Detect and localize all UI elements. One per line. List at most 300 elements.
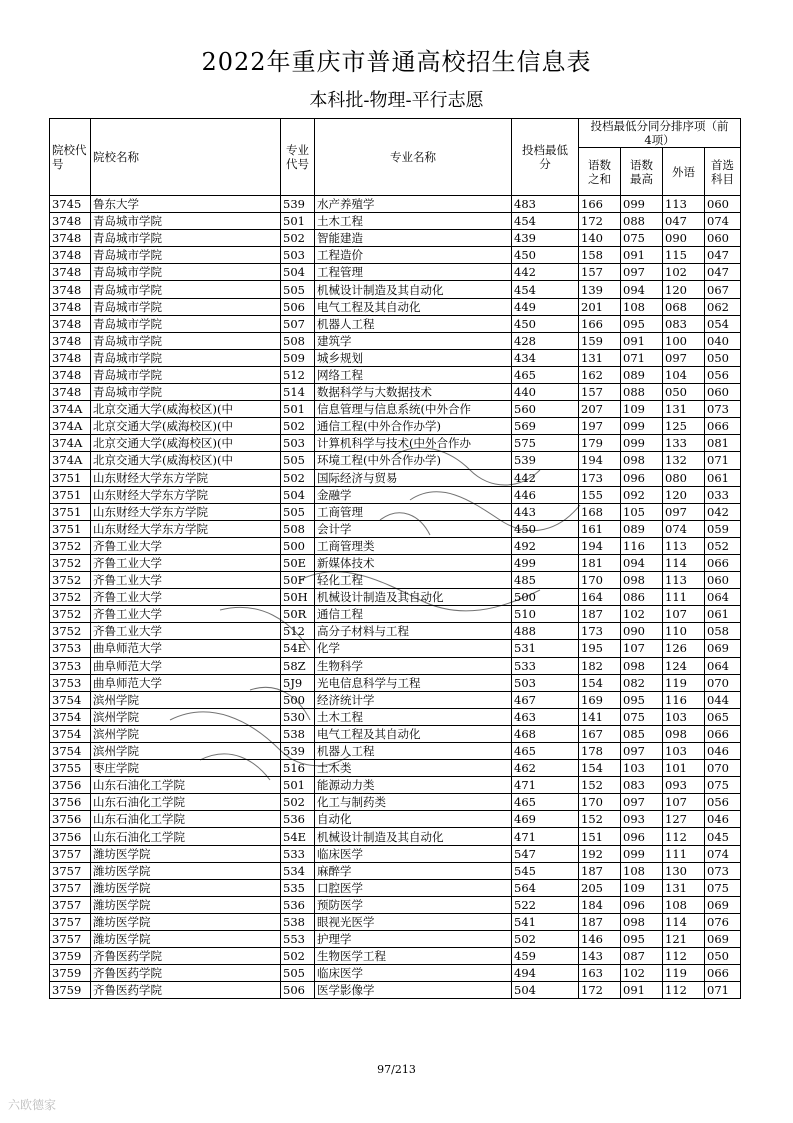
cell-chn-math-sum: 166 bbox=[579, 196, 621, 213]
cell-major-name: 通信工程 bbox=[315, 606, 512, 623]
table-row bbox=[50, 486, 741, 503]
cell-major-name: 计算机科学与技术(中外合作办 bbox=[315, 435, 512, 452]
cell-school-name: 北京交通大学(威海校区)(中 bbox=[91, 435, 281, 452]
cell-major-code: 509 bbox=[281, 349, 315, 366]
cell-school-code: 3748 bbox=[50, 366, 91, 383]
cell-chn-math-sum: 155 bbox=[579, 486, 621, 503]
cell-major-code: 505 bbox=[281, 503, 315, 520]
cell-chn-math-sum: 158 bbox=[579, 247, 621, 264]
cell-major-code: 50H bbox=[281, 589, 315, 606]
table-row bbox=[50, 879, 741, 896]
cell-major-name: 机械设计制造及其自动化 bbox=[315, 828, 512, 845]
cell-school-code: 3748 bbox=[50, 298, 91, 315]
cell-chn-math-max: 099 bbox=[621, 418, 663, 435]
table-row bbox=[50, 264, 741, 281]
cell-major-name: 临床医学 bbox=[315, 845, 512, 862]
cell-major-name: 金融学 bbox=[315, 486, 512, 503]
cell-min-score: 483 bbox=[512, 196, 579, 213]
cell-foreign-lang: 111 bbox=[663, 845, 705, 862]
cell-major-code: 503 bbox=[281, 435, 315, 452]
cell-min-score: 488 bbox=[512, 623, 579, 640]
cell-chn-math-sum: 162 bbox=[579, 366, 621, 383]
cell-school-name: 齐鲁工业大学 bbox=[91, 589, 281, 606]
header-tie-group: 投档最低分同分排序项（前4项） bbox=[579, 119, 741, 148]
cell-foreign-lang: 098 bbox=[663, 725, 705, 742]
cell-min-score: 469 bbox=[512, 811, 579, 828]
cell-school-code: 3753 bbox=[50, 657, 91, 674]
cell-first-subject: 064 bbox=[705, 589, 741, 606]
cell-major-code: 508 bbox=[281, 520, 315, 537]
cell-chn-math-sum: 194 bbox=[579, 537, 621, 554]
cell-chn-math-max: 075 bbox=[621, 230, 663, 247]
cell-foreign-lang: 112 bbox=[663, 948, 705, 965]
cell-chn-math-sum: 178 bbox=[579, 743, 621, 760]
cell-school-code: 3757 bbox=[50, 879, 91, 896]
table-row bbox=[50, 469, 741, 486]
cell-min-score: 539 bbox=[512, 452, 579, 469]
cell-first-subject: 046 bbox=[705, 811, 741, 828]
cell-major-name: 工商管理 bbox=[315, 503, 512, 520]
cell-major-code: 502 bbox=[281, 794, 315, 811]
cell-school-name: 青岛城市学院 bbox=[91, 298, 281, 315]
cell-school-code: 3756 bbox=[50, 828, 91, 845]
cell-school-code: 3756 bbox=[50, 777, 91, 794]
cell-first-subject: 060 bbox=[705, 230, 741, 247]
cell-school-code: 3748 bbox=[50, 213, 91, 230]
table-row bbox=[50, 349, 741, 366]
cell-school-code: 3748 bbox=[50, 332, 91, 349]
table-row bbox=[50, 965, 741, 982]
cell-school-code: 3757 bbox=[50, 845, 91, 862]
cell-major-code: 502 bbox=[281, 230, 315, 247]
cell-first-subject: 040 bbox=[705, 332, 741, 349]
cell-major-code: 501 bbox=[281, 401, 315, 418]
cell-school-code: 3748 bbox=[50, 247, 91, 264]
cell-school-code: 3751 bbox=[50, 503, 91, 520]
cell-min-score: 454 bbox=[512, 213, 579, 230]
cell-school-name: 潍坊医学院 bbox=[91, 896, 281, 913]
cell-major-code: 50R bbox=[281, 606, 315, 623]
cell-first-subject: 070 bbox=[705, 674, 741, 691]
table-row bbox=[50, 384, 741, 401]
table-row bbox=[50, 298, 741, 315]
cell-chn-math-sum: 187 bbox=[579, 913, 621, 930]
cell-foreign-lang: 125 bbox=[663, 418, 705, 435]
cell-min-score: 439 bbox=[512, 230, 579, 247]
cell-major-code: 502 bbox=[281, 948, 315, 965]
cell-chn-math-max: 083 bbox=[621, 777, 663, 794]
cell-chn-math-sum: 139 bbox=[579, 281, 621, 298]
cell-major-code: 50E bbox=[281, 554, 315, 571]
cell-chn-math-max: 102 bbox=[621, 965, 663, 982]
cell-chn-math-sum: 197 bbox=[579, 418, 621, 435]
cell-school-name: 山东财经大学东方学院 bbox=[91, 520, 281, 537]
cell-chn-math-sum: 169 bbox=[579, 691, 621, 708]
cell-major-name: 网络工程 bbox=[315, 366, 512, 383]
cell-school-code: 3756 bbox=[50, 811, 91, 828]
table-row bbox=[50, 931, 741, 948]
cell-min-score: 502 bbox=[512, 931, 579, 948]
cell-major-name: 护理学 bbox=[315, 931, 512, 948]
cell-foreign-lang: 115 bbox=[663, 247, 705, 264]
cell-first-subject: 074 bbox=[705, 213, 741, 230]
cell-school-name: 青岛城市学院 bbox=[91, 247, 281, 264]
cell-major-name: 化工与制药类 bbox=[315, 794, 512, 811]
cell-foreign-lang: 113 bbox=[663, 196, 705, 213]
cell-first-subject: 061 bbox=[705, 606, 741, 623]
cell-min-score: 428 bbox=[512, 332, 579, 349]
cell-school-name: 齐鲁工业大学 bbox=[91, 606, 281, 623]
cell-school-name: 山东石油化工学院 bbox=[91, 811, 281, 828]
cell-school-name: 青岛城市学院 bbox=[91, 281, 281, 298]
cell-chn-math-max: 096 bbox=[621, 896, 663, 913]
table-row bbox=[50, 315, 741, 332]
cell-major-name: 电气工程及其自动化 bbox=[315, 298, 512, 315]
cell-school-code: 3752 bbox=[50, 554, 91, 571]
cell-school-name: 潍坊医学院 bbox=[91, 845, 281, 862]
cell-school-name: 曲阜师范大学 bbox=[91, 657, 281, 674]
table-row bbox=[50, 196, 741, 213]
cell-min-score: 503 bbox=[512, 674, 579, 691]
cell-major-name: 水产养殖学 bbox=[315, 196, 512, 213]
cell-major-code: 54E bbox=[281, 640, 315, 657]
cell-min-score: 471 bbox=[512, 777, 579, 794]
cell-chn-math-sum: 163 bbox=[579, 965, 621, 982]
table-row bbox=[50, 213, 741, 230]
table-row bbox=[50, 554, 741, 571]
cell-min-score: 440 bbox=[512, 384, 579, 401]
cell-school-name: 青岛城市学院 bbox=[91, 315, 281, 332]
cell-chn-math-max: 082 bbox=[621, 674, 663, 691]
cell-major-code: 500 bbox=[281, 537, 315, 554]
cell-min-score: 459 bbox=[512, 948, 579, 965]
cell-major-code: 58Z bbox=[281, 657, 315, 674]
cell-school-code: 3753 bbox=[50, 640, 91, 657]
cell-chn-math-max: 088 bbox=[621, 213, 663, 230]
cell-min-score: 531 bbox=[512, 640, 579, 657]
cell-major-code: 505 bbox=[281, 965, 315, 982]
table-row bbox=[50, 725, 741, 742]
table-row bbox=[50, 247, 741, 264]
cell-chn-math-sum: 182 bbox=[579, 657, 621, 674]
cell-first-subject: 047 bbox=[705, 264, 741, 281]
cell-chn-math-max: 095 bbox=[621, 931, 663, 948]
cell-min-score: 468 bbox=[512, 725, 579, 742]
cell-school-code: 3748 bbox=[50, 349, 91, 366]
cell-major-code: 502 bbox=[281, 469, 315, 486]
cell-major-code: 539 bbox=[281, 743, 315, 760]
cell-major-name: 化学 bbox=[315, 640, 512, 657]
cell-school-code: 3754 bbox=[50, 725, 91, 742]
cell-school-name: 潍坊医学院 bbox=[91, 931, 281, 948]
cell-school-name: 青岛城市学院 bbox=[91, 264, 281, 281]
cell-chn-math-sum: 187 bbox=[579, 606, 621, 623]
cell-chn-math-max: 089 bbox=[621, 520, 663, 537]
cell-foreign-lang: 120 bbox=[663, 281, 705, 298]
cell-chn-math-max: 103 bbox=[621, 760, 663, 777]
cell-school-name: 齐鲁医药学院 bbox=[91, 965, 281, 982]
table-row bbox=[50, 401, 741, 418]
cell-school-name: 青岛城市学院 bbox=[91, 213, 281, 230]
cell-chn-math-max: 085 bbox=[621, 725, 663, 742]
table-row bbox=[50, 657, 741, 674]
cell-min-score: 471 bbox=[512, 828, 579, 845]
cell-chn-math-max: 108 bbox=[621, 298, 663, 315]
cell-foreign-lang: 107 bbox=[663, 606, 705, 623]
cell-chn-math-max: 098 bbox=[621, 913, 663, 930]
cell-chn-math-sum: 195 bbox=[579, 640, 621, 657]
cell-major-name: 工商管理类 bbox=[315, 537, 512, 554]
cell-chn-math-sum: 184 bbox=[579, 896, 621, 913]
cell-first-subject: 033 bbox=[705, 486, 741, 503]
cell-school-name: 曲阜师范大学 bbox=[91, 674, 281, 691]
cell-foreign-lang: 080 bbox=[663, 469, 705, 486]
cell-major-code: 507 bbox=[281, 315, 315, 332]
cell-chn-math-sum: 152 bbox=[579, 777, 621, 794]
cell-foreign-lang: 097 bbox=[663, 349, 705, 366]
table-row bbox=[50, 913, 741, 930]
cell-foreign-lang: 120 bbox=[663, 486, 705, 503]
cell-chn-math-max: 105 bbox=[621, 503, 663, 520]
cell-min-score: 522 bbox=[512, 896, 579, 913]
cell-min-score: 560 bbox=[512, 401, 579, 418]
page-subtitle: 本科批-物理-平行志愿 bbox=[309, 90, 484, 111]
cell-school-code: 3748 bbox=[50, 315, 91, 332]
cell-school-name: 山东财经大学东方学院 bbox=[91, 469, 281, 486]
cell-chn-math-sum: 181 bbox=[579, 554, 621, 571]
cell-chn-math-sum: 187 bbox=[579, 862, 621, 879]
cell-school-name: 滨州学院 bbox=[91, 743, 281, 760]
cell-major-name: 经济统计学 bbox=[315, 691, 512, 708]
cell-major-name: 麻醉学 bbox=[315, 862, 512, 879]
cell-first-subject: 069 bbox=[705, 896, 741, 913]
table-row bbox=[50, 691, 741, 708]
cell-chn-math-sum: 201 bbox=[579, 298, 621, 315]
cell-school-name: 山东财经大学东方学院 bbox=[91, 486, 281, 503]
cell-min-score: 545 bbox=[512, 862, 579, 879]
cell-school-code: 374A bbox=[50, 435, 91, 452]
cell-first-subject: 047 bbox=[705, 247, 741, 264]
cell-major-code: 502 bbox=[281, 418, 315, 435]
cell-major-name: 信息管理与信息系统(中外合作 bbox=[315, 401, 512, 418]
cell-major-name: 土木类 bbox=[315, 760, 512, 777]
cell-chn-math-sum: 207 bbox=[579, 401, 621, 418]
table-row bbox=[50, 623, 741, 640]
cell-major-name: 机器人工程 bbox=[315, 743, 512, 760]
cell-school-name: 山东石油化工学院 bbox=[91, 794, 281, 811]
table-row bbox=[50, 452, 741, 469]
cell-school-code: 374A bbox=[50, 401, 91, 418]
cell-major-name: 环境工程(中外合作办学) bbox=[315, 452, 512, 469]
watermark-logo: 六欧德家 bbox=[8, 1098, 57, 1112]
cell-foreign-lang: 050 bbox=[663, 384, 705, 401]
cell-school-code: 3751 bbox=[50, 469, 91, 486]
cell-school-name: 山东石油化工学院 bbox=[91, 777, 281, 794]
cell-foreign-lang: 113 bbox=[663, 537, 705, 554]
cell-major-name: 预防医学 bbox=[315, 896, 512, 913]
cell-first-subject: 069 bbox=[705, 640, 741, 657]
cell-chn-math-max: 097 bbox=[621, 264, 663, 281]
cell-school-code: 3751 bbox=[50, 486, 91, 503]
cell-school-name: 潍坊医学院 bbox=[91, 913, 281, 930]
cell-chn-math-sum: 164 bbox=[579, 589, 621, 606]
cell-chn-math-sum: 159 bbox=[579, 332, 621, 349]
cell-foreign-lang: 101 bbox=[663, 760, 705, 777]
cell-chn-math-max: 091 bbox=[621, 332, 663, 349]
cell-min-score: 463 bbox=[512, 708, 579, 725]
cell-school-code: 3759 bbox=[50, 965, 91, 982]
cell-major-code: 504 bbox=[281, 486, 315, 503]
cell-school-code: 3752 bbox=[50, 606, 91, 623]
cell-foreign-lang: 102 bbox=[663, 264, 705, 281]
cell-foreign-lang: 107 bbox=[663, 794, 705, 811]
cell-foreign-lang: 103 bbox=[663, 743, 705, 760]
cell-chn-math-sum: 141 bbox=[579, 708, 621, 725]
cell-major-name: 轻化工程 bbox=[315, 572, 512, 589]
cell-chn-math-sum: 166 bbox=[579, 315, 621, 332]
table-row bbox=[50, 794, 741, 811]
header-school-name: 院校名称 bbox=[91, 119, 281, 196]
cell-major-code: 514 bbox=[281, 384, 315, 401]
cell-major-code: 530 bbox=[281, 708, 315, 725]
cell-min-score: 569 bbox=[512, 418, 579, 435]
cell-first-subject: 058 bbox=[705, 623, 741, 640]
cell-major-name: 医学影像学 bbox=[315, 982, 512, 999]
cell-foreign-lang: 097 bbox=[663, 503, 705, 520]
cell-school-name: 山东石油化工学院 bbox=[91, 828, 281, 845]
cell-chn-math-sum: 152 bbox=[579, 811, 621, 828]
header-major-name: 专业名称 bbox=[315, 119, 512, 196]
cell-major-code: 505 bbox=[281, 452, 315, 469]
header-chn-math-max: 语数最高 bbox=[621, 148, 663, 196]
cell-chn-math-max: 075 bbox=[621, 708, 663, 725]
table-row bbox=[50, 674, 741, 691]
cell-chn-math-sum: 173 bbox=[579, 469, 621, 486]
cell-major-name: 国际经济与贸易 bbox=[315, 469, 512, 486]
cell-min-score: 499 bbox=[512, 554, 579, 571]
cell-chn-math-max: 095 bbox=[621, 691, 663, 708]
cell-chn-math-max: 098 bbox=[621, 452, 663, 469]
cell-school-name: 北京交通大学(威海校区)(中 bbox=[91, 401, 281, 418]
cell-foreign-lang: 116 bbox=[663, 691, 705, 708]
cell-school-name: 齐鲁工业大学 bbox=[91, 537, 281, 554]
cell-first-subject: 081 bbox=[705, 435, 741, 452]
cell-min-score: 564 bbox=[512, 879, 579, 896]
cell-major-code: 535 bbox=[281, 879, 315, 896]
cell-first-subject: 050 bbox=[705, 349, 741, 366]
cell-chn-math-max: 099 bbox=[621, 196, 663, 213]
cell-first-subject: 073 bbox=[705, 401, 741, 418]
cell-school-name: 曲阜师范大学 bbox=[91, 640, 281, 657]
cell-first-subject: 046 bbox=[705, 743, 741, 760]
header-chn-math-sum: 语数之和 bbox=[579, 148, 621, 196]
cell-foreign-lang: 124 bbox=[663, 657, 705, 674]
cell-foreign-lang: 121 bbox=[663, 931, 705, 948]
cell-school-code: 3757 bbox=[50, 862, 91, 879]
cell-first-subject: 044 bbox=[705, 691, 741, 708]
cell-foreign-lang: 093 bbox=[663, 777, 705, 794]
cell-school-name: 青岛城市学院 bbox=[91, 332, 281, 349]
cell-major-code: 516 bbox=[281, 760, 315, 777]
table-row bbox=[50, 366, 741, 383]
cell-chn-math-max: 099 bbox=[621, 845, 663, 862]
cell-chn-math-max: 094 bbox=[621, 554, 663, 571]
cell-school-code: 3754 bbox=[50, 708, 91, 725]
table-row bbox=[50, 862, 741, 879]
table-row bbox=[50, 760, 741, 777]
cell-min-score: 443 bbox=[512, 503, 579, 520]
cell-first-subject: 045 bbox=[705, 828, 741, 845]
cell-foreign-lang: 047 bbox=[663, 213, 705, 230]
page-number: 97/213 bbox=[377, 1063, 416, 1076]
table-row bbox=[50, 589, 741, 606]
cell-first-subject: 064 bbox=[705, 657, 741, 674]
cell-foreign-lang: 112 bbox=[663, 828, 705, 845]
cell-major-code: 536 bbox=[281, 811, 315, 828]
cell-min-score: 446 bbox=[512, 486, 579, 503]
cell-chn-math-max: 102 bbox=[621, 606, 663, 623]
cell-chn-math-sum: 170 bbox=[579, 794, 621, 811]
cell-school-name: 滨州学院 bbox=[91, 691, 281, 708]
table-row bbox=[50, 982, 741, 999]
page-title: 2022年重庆市普通高校招生信息表 bbox=[201, 48, 592, 76]
cell-foreign-lang: 119 bbox=[663, 674, 705, 691]
cell-min-score: 467 bbox=[512, 691, 579, 708]
cell-first-subject: 052 bbox=[705, 537, 741, 554]
cell-foreign-lang: 131 bbox=[663, 401, 705, 418]
cell-chn-math-sum: 192 bbox=[579, 845, 621, 862]
cell-chn-math-max: 092 bbox=[621, 486, 663, 503]
cell-school-name: 齐鲁工业大学 bbox=[91, 572, 281, 589]
cell-chn-math-sum: 194 bbox=[579, 452, 621, 469]
cell-school-code: 3745 bbox=[50, 196, 91, 213]
cell-major-name: 机械设计制造及其自动化 bbox=[315, 281, 512, 298]
cell-school-name: 青岛城市学院 bbox=[91, 366, 281, 383]
cell-chn-math-max: 097 bbox=[621, 743, 663, 760]
cell-min-score: 465 bbox=[512, 743, 579, 760]
cell-chn-math-sum: 168 bbox=[579, 503, 621, 520]
cell-foreign-lang: 126 bbox=[663, 640, 705, 657]
cell-min-score: 541 bbox=[512, 913, 579, 930]
header-first-subject: 首选科目 bbox=[705, 148, 741, 196]
cell-school-code: 3754 bbox=[50, 743, 91, 760]
cell-chn-math-sum: 157 bbox=[579, 264, 621, 281]
cell-min-score: 494 bbox=[512, 965, 579, 982]
cell-chn-math-max: 090 bbox=[621, 623, 663, 640]
cell-school-name: 北京交通大学(威海校区)(中 bbox=[91, 452, 281, 469]
cell-school-code: 3748 bbox=[50, 384, 91, 401]
cell-first-subject: 069 bbox=[705, 931, 741, 948]
table-row bbox=[50, 537, 741, 554]
cell-major-code: 512 bbox=[281, 366, 315, 383]
cell-first-subject: 066 bbox=[705, 965, 741, 982]
cell-major-name: 能源动力类 bbox=[315, 777, 512, 794]
cell-major-name: 建筑学 bbox=[315, 332, 512, 349]
cell-min-score: 547 bbox=[512, 845, 579, 862]
cell-school-code: 3759 bbox=[50, 982, 91, 999]
cell-major-name: 生物科学 bbox=[315, 657, 512, 674]
cell-school-name: 青岛城市学院 bbox=[91, 384, 281, 401]
cell-chn-math-sum: 157 bbox=[579, 384, 621, 401]
cell-major-name: 机械设计制造及其自动化 bbox=[315, 589, 512, 606]
cell-school-name: 北京交通大学(威海校区)(中 bbox=[91, 418, 281, 435]
table-row bbox=[50, 520, 741, 537]
cell-chn-math-max: 109 bbox=[621, 401, 663, 418]
cell-major-name: 高分子材料与工程 bbox=[315, 623, 512, 640]
cell-chn-math-max: 097 bbox=[621, 794, 663, 811]
cell-foreign-lang: 113 bbox=[663, 572, 705, 589]
cell-foreign-lang: 074 bbox=[663, 520, 705, 537]
